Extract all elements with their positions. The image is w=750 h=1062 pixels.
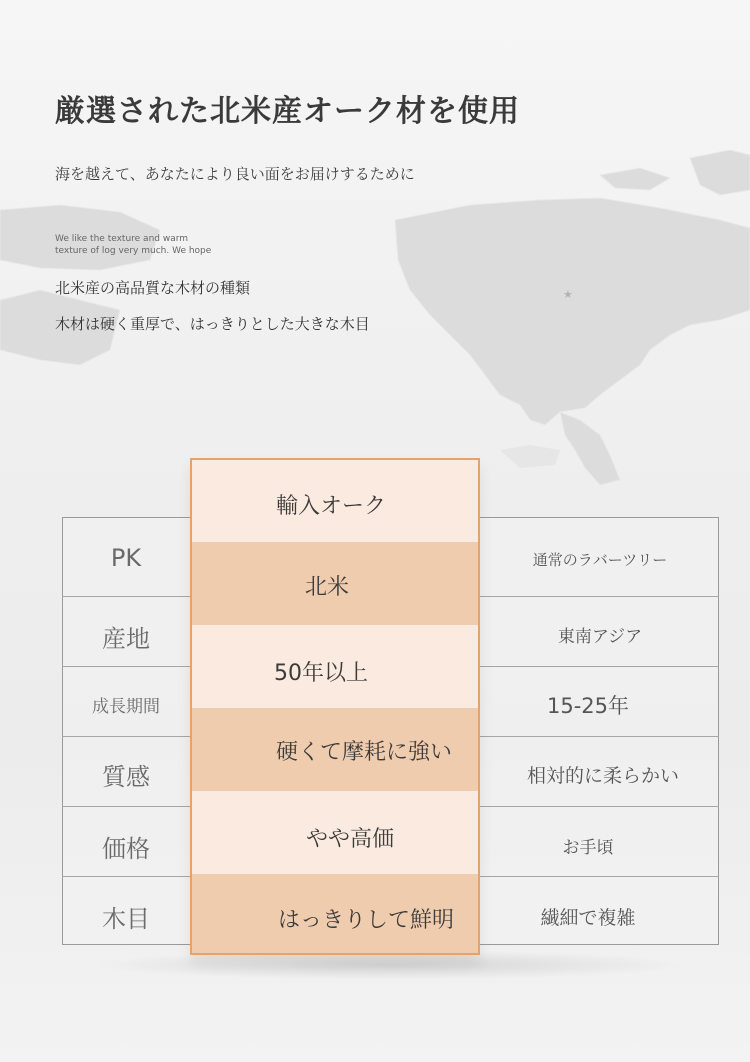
oak-origin: 北米 (305, 575, 350, 600)
imported-oak-column (190, 458, 480, 955)
rubberwood-origin: 東南アジア (557, 627, 643, 647)
rubberwood-price: お手頃 (562, 838, 614, 858)
rubberwood-growth: 15-25年 (546, 694, 630, 718)
rubberwood-texture: 相対的に柔らかい (526, 765, 679, 787)
row-label-origin: 産地 (102, 625, 150, 653)
feature-grain: 木材は硬く重厚で、はっきりとした大きな木目 (55, 315, 370, 333)
row-label-growth: 成長期間 (92, 697, 160, 717)
oak-growth: 50年以上 (274, 661, 368, 686)
row-label-price: 価格 (102, 835, 150, 863)
header-rubberwood: 通常のラバーツリー (532, 551, 668, 569)
page-subtitle: 海を越えて、あなたにより良い面をお届けするために (55, 165, 415, 183)
row-label-grain: 木目 (102, 905, 150, 933)
page-title: 厳選された北米産オーク材を使用 (55, 94, 520, 129)
svg-text:★: ★ (563, 288, 573, 301)
header-label-pk: PK (110, 544, 142, 572)
oak-header: 輸入オーク (276, 494, 387, 519)
rubberwood-grain: 繊細で複雑 (540, 907, 636, 929)
oak-grain: はっきりして鮮明 (278, 908, 455, 933)
oak-texture: 硬くて摩耗に強い (276, 740, 453, 765)
oak-price: やや高価 (306, 827, 395, 852)
row-label-texture: 質感 (102, 763, 150, 791)
feature-origin: 北米産の高品質な木材の種類 (55, 279, 251, 297)
english-note: We like the texture and warm texture of log very much. We hope (55, 234, 212, 256)
